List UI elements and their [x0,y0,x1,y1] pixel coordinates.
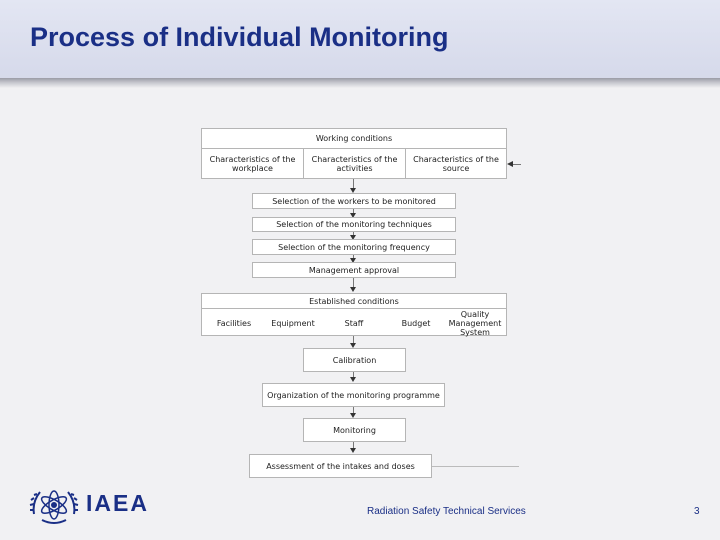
step-organization: Organization of the monitoring programme [262,383,445,407]
slide-title: Process of Individual Monitoring [30,22,449,52]
step-monitoring: Monitoring [303,418,406,442]
established-conditions-row [201,308,507,336]
feedback-return-line [432,466,519,467]
condition-facilities: Facilities [216,318,252,328]
condition-quality-management: Quality Management System [448,309,502,337]
iaea-emblem-icon [28,484,80,528]
step-assessment: Assessment of the intakes and doses [249,454,432,478]
feedback-line [513,164,521,165]
connector-arrow [350,448,356,453]
step-management-approval: Management approval [252,262,456,278]
header-divider [0,78,720,88]
workplace-characteristics: Characteristics of the workplace [201,148,304,179]
step-select-frequency: Selection of the monitoring frequency [252,239,456,255]
footer-caption: Radiation Safety Technical Services [367,506,526,517]
connector-arrow [350,287,356,292]
feedback-arrow [507,161,513,167]
activities-characteristics: Characteristics of the activities [303,148,406,179]
condition-budget: Budget [401,318,431,328]
condition-equipment: Equipment [271,318,315,328]
step-select-techniques: Selection of the monitoring techniques [252,217,456,232]
page-number: 3 [694,506,700,517]
connector-arrow [350,377,356,382]
source-characteristics: Characteristics of the source [405,148,507,179]
step-calibration: Calibration [303,348,406,372]
established-conditions-header: Established conditions [201,293,507,309]
step-select-workers: Selection of the workers to be monitored [252,193,456,209]
iaea-logo-text: IAEA [86,490,149,516]
working-conditions-header: Working conditions [201,128,507,149]
condition-staff: Staff [344,318,364,328]
iaea-logo [28,484,80,528]
